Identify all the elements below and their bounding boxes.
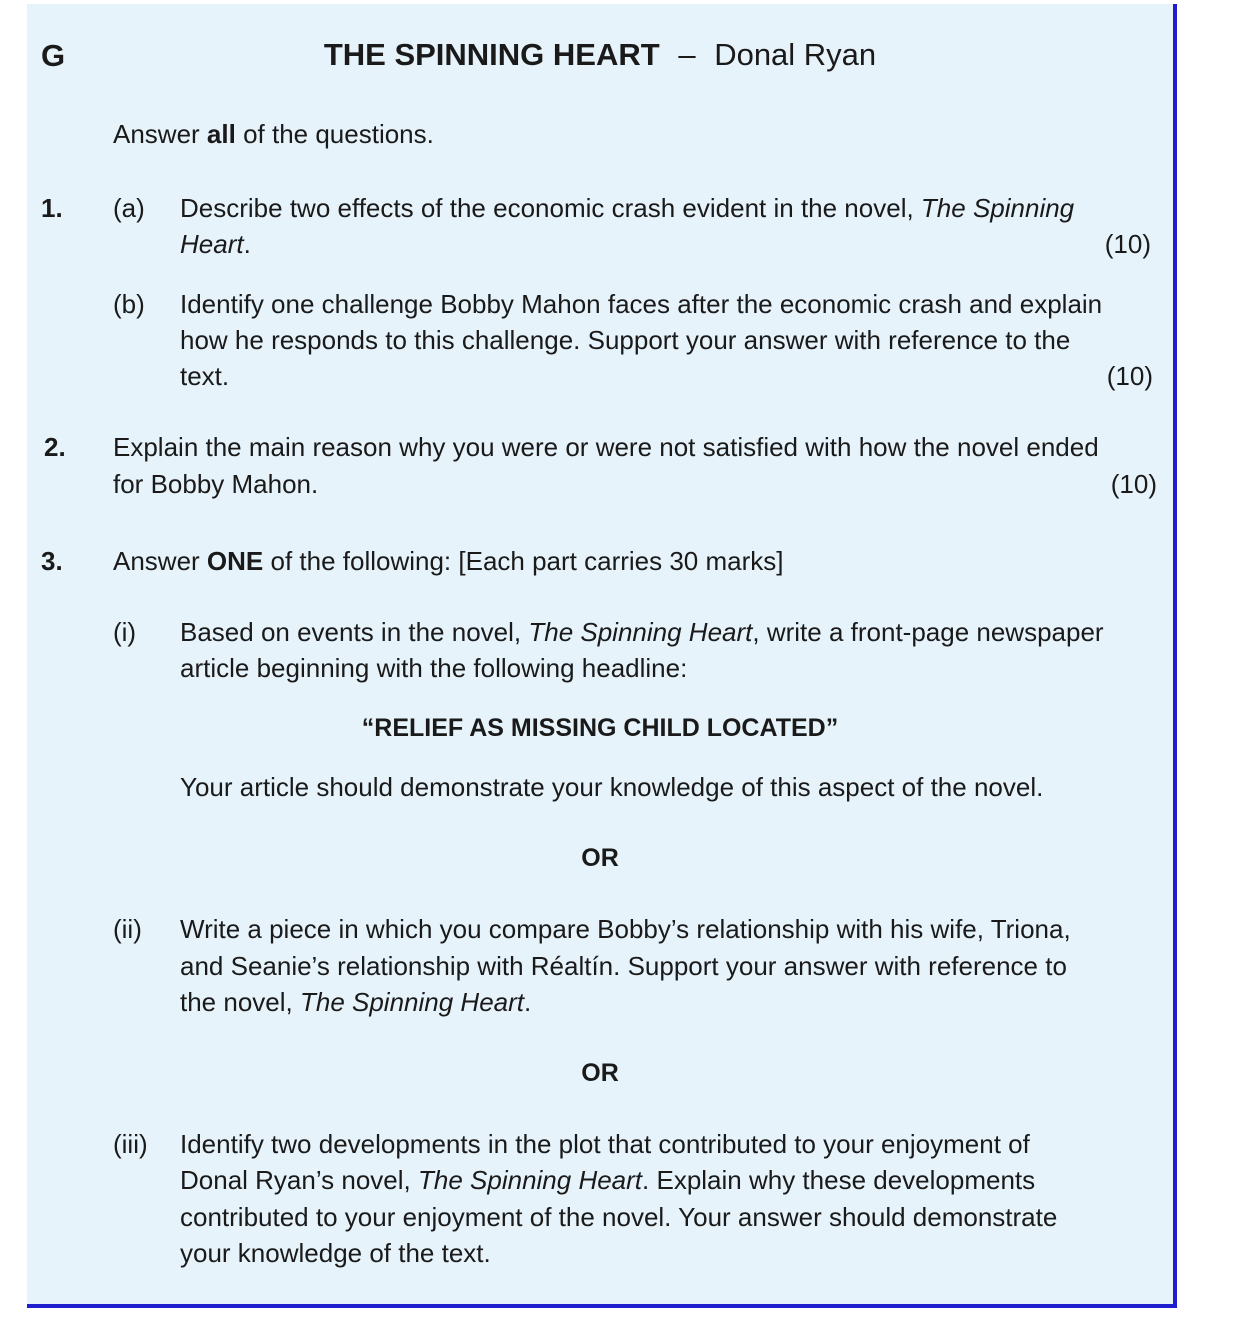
- title-dash: –: [678, 37, 696, 72]
- q3-intro-bold: ONE: [206, 546, 264, 576]
- q3i-label: (i): [113, 617, 137, 647]
- q3-intro: [113, 543, 784, 579]
- q3-intro-post: of the following: [Each part carries 30 marks]: [263, 546, 784, 576]
- q1b-line1: Identify one challenge Bobby Mahon faces after the economic crash and explain: [180, 289, 1103, 319]
- q3i-line1-post: , write a front-page newspaper: [752, 617, 1104, 647]
- q3i-line1-italic: The Spinning Heart: [528, 617, 753, 647]
- instruction-bold: all: [206, 119, 236, 149]
- q1a-label: (a): [113, 193, 145, 223]
- q3-intro-pre: Answer: [113, 546, 207, 576]
- q2-marks: (10): [1110, 469, 1157, 499]
- q3ii-line3-pre: the novel,: [180, 987, 300, 1017]
- q1b-line2: how he responds to this challenge. Support your answer with reference to the: [180, 325, 1071, 355]
- q3-number: 3.: [41, 546, 63, 576]
- instruction-pre: Answer: [113, 119, 207, 149]
- q1a-line1-italic: The Spinning: [920, 193, 1075, 223]
- q1b-marks: (10): [1106, 361, 1153, 391]
- q1a-marks: (10): [1104, 229, 1151, 259]
- q3ii-line3-post: .: [524, 987, 532, 1017]
- instruction-post: of the questions.: [235, 119, 434, 149]
- q2-number: 2.: [44, 432, 66, 462]
- q3i-line3: Your article should demonstrate your knowledge of this aspect of the novel.: [180, 772, 1044, 802]
- q2-line1: Explain the main reason why you were or were not satisfied with how the novel ended: [113, 432, 1099, 462]
- q3ii-line1: Write a piece in which you compare Bobby’s relationship with his wife, Triona,: [180, 914, 1071, 944]
- q1a-line2-text: .: [243, 229, 251, 259]
- q1b-label: (b): [113, 289, 145, 319]
- q3iii-line1: Identify two developments in the plot that contributed to your enjoyment of: [180, 1129, 1030, 1159]
- q3i-line1: [180, 614, 1104, 650]
- q1-number: 1.: [41, 193, 63, 223]
- q3ii-line2: and Seanie’s relationship with Réaltín. Support your answer with reference to: [180, 951, 1067, 981]
- q3i-line2: article beginning with the following headline:: [180, 653, 688, 683]
- novel-title: THE SPINNING HEART: [323, 37, 660, 72]
- section-heading: [27, 34, 1173, 76]
- q3ii-line3-italic: The Spinning Heart: [299, 987, 525, 1017]
- q1a-line2-italic: Heart: [180, 229, 244, 259]
- q1a-line1: [180, 190, 1074, 226]
- q3iii-line2-pre: Donal Ryan’s novel,: [180, 1165, 418, 1195]
- q3iii-line2-post: . Explain why these developments: [642, 1165, 1036, 1195]
- q1b-line3: text.: [180, 361, 230, 391]
- q3i-headline: “RELIEF AS MISSING CHILD LOCATED”: [361, 714, 839, 742]
- q2-line2: for Bobby Mahon.: [113, 469, 319, 499]
- q3iii-line4: your knowledge of the text.: [180, 1238, 491, 1268]
- instruction: [113, 116, 434, 152]
- or-divider-2: OR: [581, 1059, 619, 1087]
- q1a-line1-text: Describe two effects of the economic crash evident in the novel,: [180, 193, 921, 223]
- q3i-line1-pre: Based on events in the novel,: [180, 617, 529, 647]
- q3iii-line3: contributed to your enjoyment of the novel. Your answer should demonstrate: [180, 1202, 1058, 1232]
- q1a-line2: [180, 226, 251, 262]
- q3iii-label: (iii): [113, 1129, 148, 1159]
- section-letter: G: [41, 38, 66, 73]
- q3iii-line2: [180, 1162, 1035, 1198]
- question-panel: [27, 4, 1177, 1308]
- q3ii-label: (ii): [113, 914, 142, 944]
- q3ii-line3: [180, 984, 531, 1020]
- q3iii-line2-italic: The Spinning Heart: [418, 1165, 643, 1195]
- author-name: Donal Ryan: [714, 37, 877, 72]
- or-divider-1: OR: [581, 844, 619, 872]
